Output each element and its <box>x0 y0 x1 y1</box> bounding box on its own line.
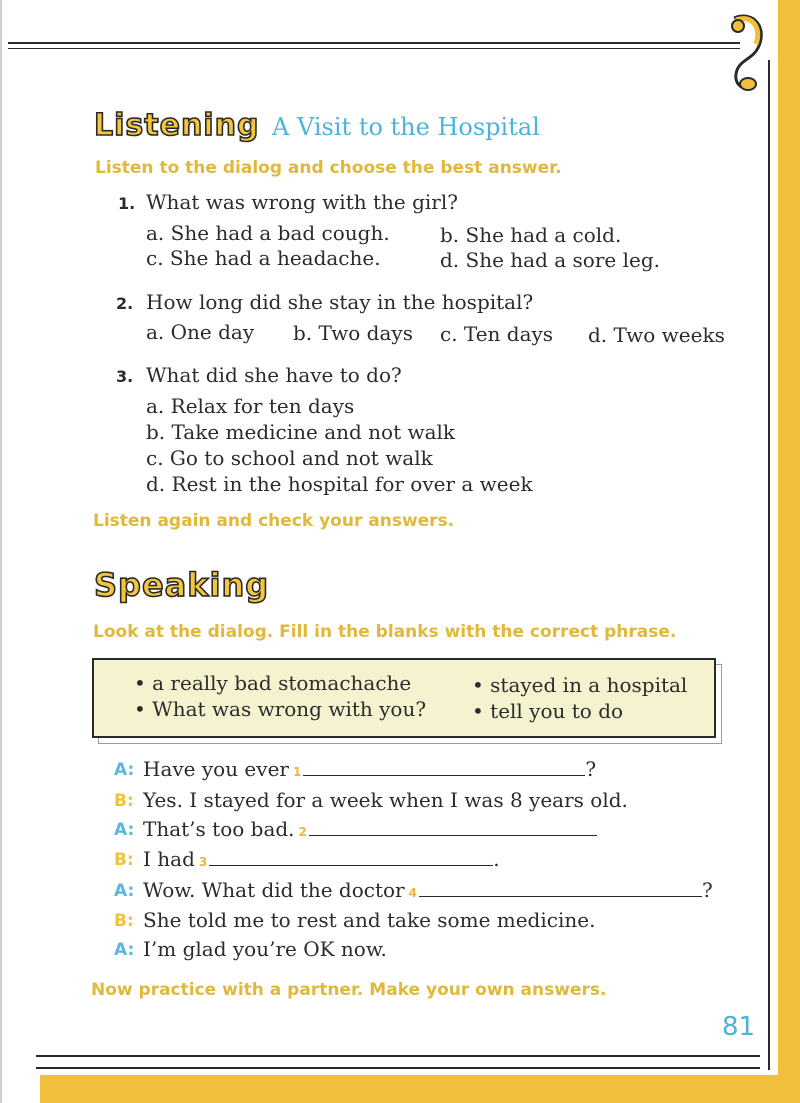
blank-3-number: 3 <box>198 855 208 869</box>
question-2-number: 2. <box>116 294 134 313</box>
listening-instruction: Listen to the dialog and choose the best answer. <box>95 158 562 178</box>
dialog-line-1-text: Have you ever <box>143 757 289 781</box>
question-3-number: 3. <box>116 367 134 386</box>
dialog-line-7: I’m glad you’re OK now. <box>143 937 387 961</box>
question-2-text: How long did she stay in the hospital? <box>146 290 534 314</box>
dialog-speaker-a: A: <box>114 881 135 901</box>
question-3-option-d[interactable]: d. Rest in the hospital for over a week <box>146 472 533 496</box>
dialog-line-4-end: . <box>493 847 500 871</box>
bottom-yellow-band <box>40 1075 800 1103</box>
question-3-text: What did she have to do? <box>146 363 402 387</box>
blank-2-line[interactable] <box>309 817 597 836</box>
question-2-option-d[interactable]: d. Two weeks <box>588 323 725 347</box>
question-1-option-d[interactable]: d. She had a sore leg. <box>440 248 660 272</box>
dialog-speaker-b: B: <box>114 850 134 870</box>
blank-4-line[interactable] <box>419 878 702 897</box>
dialog-speaker-a: A: <box>114 760 135 780</box>
dialog-line-4-text: I had <box>143 847 195 871</box>
page-number: 81 <box>722 1012 756 1042</box>
phrase-item-1: • a really bad stomachache <box>134 671 412 695</box>
question-1-option-a[interactable]: a. She had a bad cough. <box>146 221 390 245</box>
speaking-instruction-2: Now practice with a partner. Make your own answers. <box>91 980 607 1000</box>
dialog-line-1-end: ? <box>585 757 597 781</box>
question-1-number: 1. <box>118 194 136 213</box>
dialog-line-2: Yes. I stayed for a week when I was 8 years old. <box>143 788 628 812</box>
page-left-edge <box>0 0 2 1103</box>
speaking-instruction: Look at the dialog. Fill in the blanks with the correct phrase. <box>93 622 677 642</box>
bottom-border-lines <box>36 1055 760 1069</box>
blank-1-number: 1 <box>292 765 302 779</box>
question-3-option-a[interactable]: a. Relax for ten days <box>146 394 355 418</box>
blank-3-line[interactable] <box>209 847 493 866</box>
phrase-item-2: • What was wrong with you? <box>134 697 427 721</box>
dialog-line-5-end: ? <box>701 878 713 902</box>
question-1-text: What was wrong with the girl? <box>146 190 458 214</box>
blank-1-line[interactable] <box>303 757 585 776</box>
phrase-item-3: • stayed in a hospital <box>472 673 688 697</box>
dialog-speaker-b: B: <box>114 791 134 811</box>
question-1-option-c[interactable]: c. She had a headache. <box>146 246 381 270</box>
dialog-line-4 <box>143 847 500 871</box>
phrase-item-4: • tell you to do <box>472 699 624 723</box>
page-curl-icon <box>728 8 768 92</box>
blank-2-number: 2 <box>298 825 307 839</box>
question-3-option-b[interactable]: b. Take medicine and not walk <box>146 420 456 444</box>
dialog-line-5-text: Wow. What did the doctor <box>143 878 405 902</box>
dialog-line-3 <box>143 817 597 841</box>
question-2-option-c[interactable]: c. Ten days <box>440 322 554 346</box>
question-1-option-b[interactable]: b. She had a cold. <box>440 223 622 247</box>
right-yellow-band <box>778 0 800 1103</box>
dialog-line-6: She told me to rest and take some medicine. <box>143 908 596 932</box>
top-border-line <box>8 42 740 49</box>
dialog-line-1 <box>143 757 596 781</box>
listening-heading: Listening <box>94 108 260 143</box>
dialog-line-5 <box>143 878 713 902</box>
listening-subtitle: A Visit to the Hospital <box>272 113 540 141</box>
paper-edge <box>768 60 778 1070</box>
question-2-option-a[interactable]: a. One day <box>146 320 255 344</box>
dialog-line-3-text: That’s too bad. <box>143 817 295 841</box>
listening-instruction-2: Listen again and check your answers. <box>93 511 455 531</box>
dialog-speaker-a: A: <box>114 940 135 960</box>
blank-4-number: 4 <box>408 886 417 900</box>
question-2-option-b[interactable]: b. Two days <box>293 321 413 345</box>
dialog-speaker-b: B: <box>114 911 134 931</box>
dialog-speaker-a: A: <box>114 820 135 840</box>
question-3-option-c[interactable]: c. Go to school and not walk <box>146 446 433 470</box>
speaking-heading: Speaking <box>94 566 270 604</box>
